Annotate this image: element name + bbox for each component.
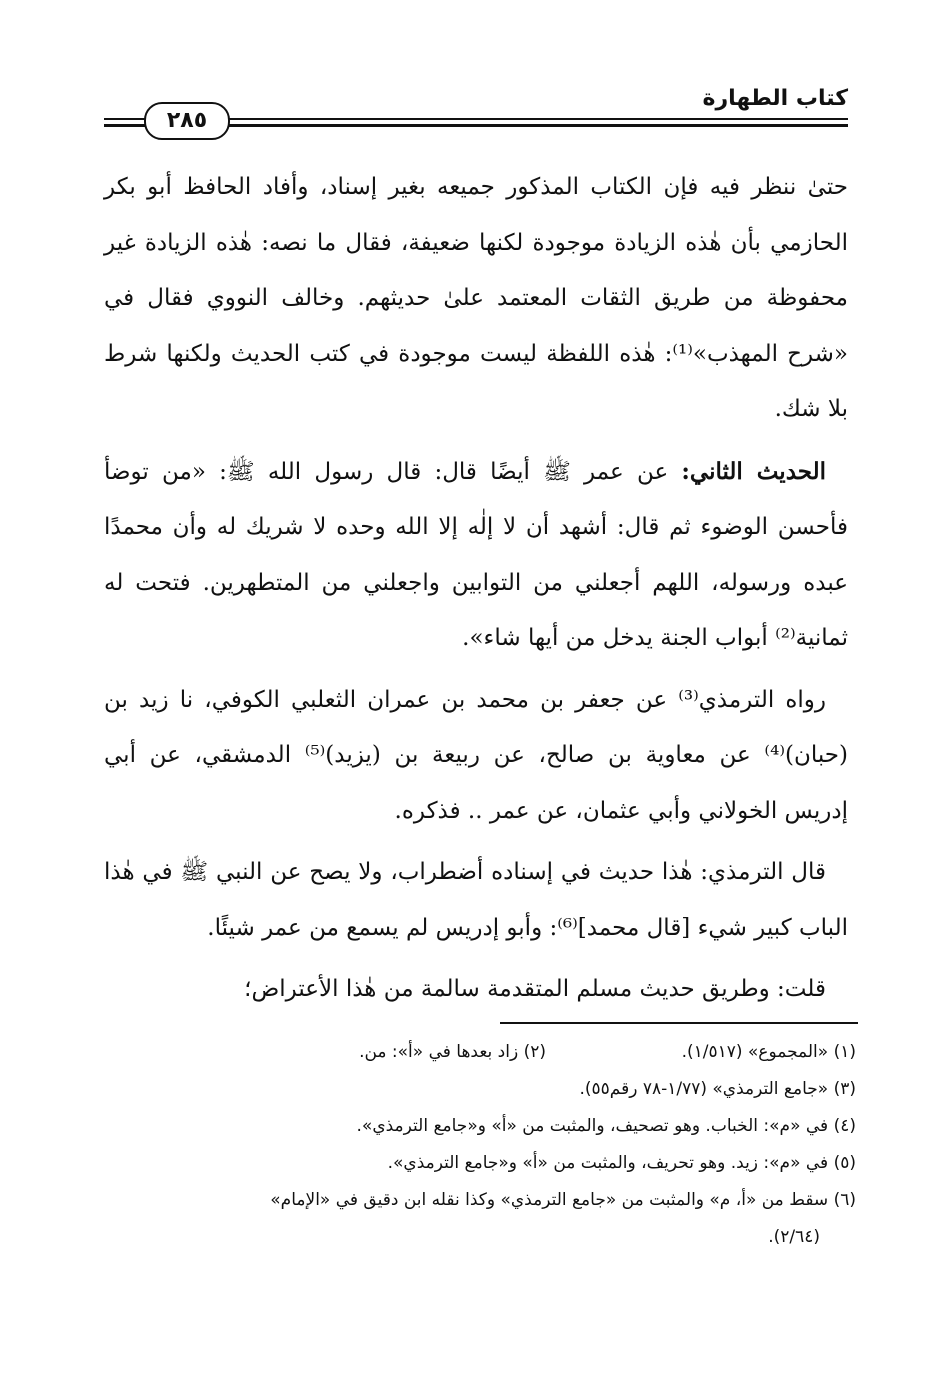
main-text bbox=[104, 160, 848, 1024]
paragraph-5: قلت: وطريق حديث مسلم المتقدمة سالمة من هٰذا الأعتراض؛ bbox=[244, 976, 826, 1002]
paragraph-2 bbox=[104, 444, 848, 667]
hadith-text: عن عمر ﷺ أيضًا قال: قال رسول الله ﷺ: «من توضأ فأحسن الوضوء ثم قال: أشهد أن لا إلٰه إلا الله وحده لا شريك له وأن محمدًا عبده ورسوله، اللهم أجعلني من التوابين واجعلني من المتطهرين. فتحت له ثمانية⁽²⁾ أبواب الجنة يدخل من أيها شاء». bbox=[104, 458, 848, 651]
footnote-3: (٣) «جامع الترمذي» (١/٧٧-٧٨ رقم٥٥). bbox=[579, 1079, 856, 1099]
paragraph-3: رواه الترمذي⁽³⁾ عن جعفر بن محمد بن عمران الثعلبي الكوفي، نا زيد بن (حبان)⁽⁴⁾ عن معاوية بن صالح، عن ربيعة بن (يزيد)⁽⁵⁾ الدمشقي، عن أبي إدريس الخولاني وأبي عثمان، عن عمر .. فذكره. bbox=[104, 686, 848, 824]
paragraph-4: قال الترمذي: هٰذا حديث في إسناده أضطراب، ولا يصح عن النبي ﷺ في هٰذا الباب كبير شيء [قال محمد]⁽⁶⁾: وأبو إدريس لم يسمع من عمر شيئًا. bbox=[104, 859, 848, 941]
footnote-2: (٢) زاد بعدها في «أ»: من. bbox=[359, 1042, 546, 1062]
footnote-5: (٥) في «م»: زيد. وهو تحريف، والمثبت من «أ» و«جامع الترمذي». bbox=[387, 1153, 856, 1173]
running-title: كتاب الطهارة bbox=[702, 86, 848, 111]
hadith-heading: الحديث الثاني: bbox=[681, 457, 827, 485]
footnote-4: (٤) في «م»: الخباب. وهو تصحيف، والمثبت من «أ» و«جامع الترمذي». bbox=[356, 1116, 856, 1136]
page-header bbox=[104, 82, 848, 142]
footnote-separator bbox=[500, 1022, 858, 1024]
footnote-6-continuation: (٢/٦٤). bbox=[768, 1227, 820, 1247]
footnote-1: (١) «المجموع» (١/٥١٧). bbox=[681, 1042, 856, 1062]
footnote-row-1-2 bbox=[104, 1034, 856, 1071]
paragraph-1: حتىٰ ننظر فيه فإن الكتاب المذكور جميعه بغير إسناد، وأفاد الحافظ أبو بكر الحازمي بأن هٰذه الزيادة موجودة لكنها ضعيفة، فقال ما نصه: هٰذه الزيادة غير محفوظة من طريق الثقات المعتمد علىٰ حديثهم. وخالف النووي فقال في «شرح المهذب»⁽¹⁾: هٰذه اللفظة ليست موجودة في كتب الحديث ولكنها شرط بلا شك. bbox=[104, 174, 849, 422]
footnotes bbox=[104, 1034, 856, 1256]
page-number: ٢٨٥ bbox=[144, 102, 230, 140]
footnote-6: (٦) سقط من «أ، م» والمثبت من «جامع الترمذي» وكذا نقله ابن دقيق في «الإمام» bbox=[270, 1190, 856, 1210]
